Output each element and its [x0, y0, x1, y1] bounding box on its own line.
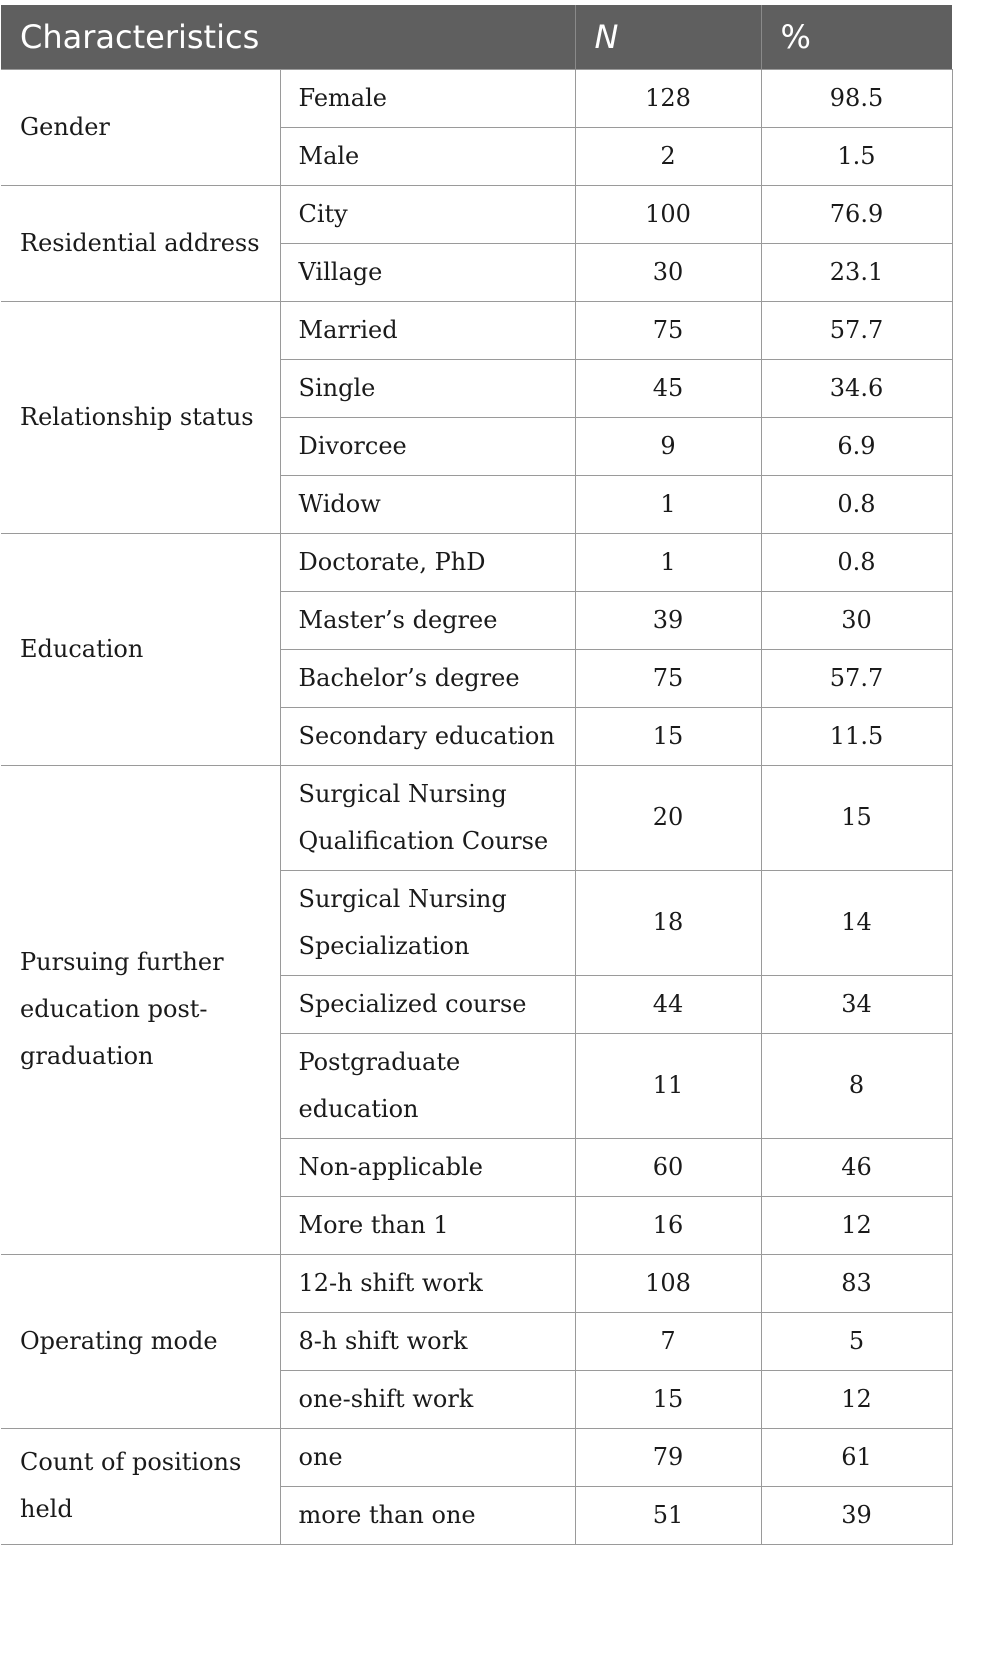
header-n: N — [575, 5, 761, 69]
category-cell: Bachelor’s degree — [280, 649, 575, 707]
category-cell: More than 1 — [280, 1196, 575, 1254]
category-cell: Male — [280, 127, 575, 185]
table-body — [1, 69, 952, 1544]
percent-cell: 0.8 — [761, 475, 952, 533]
percent-cell: 76.9 — [761, 185, 952, 243]
percent-cell: 57.7 — [761, 649, 952, 707]
percent-cell: 39 — [761, 1486, 952, 1544]
n-cell: 20 — [575, 765, 761, 870]
n-cell: 2 — [575, 127, 761, 185]
table-row — [1, 69, 952, 127]
n-cell: 75 — [575, 649, 761, 707]
category-cell: 8-h shift work — [280, 1312, 575, 1370]
header-characteristics: Characteristics — [1, 5, 575, 69]
percent-cell: 61 — [761, 1428, 952, 1486]
n-cell: 45 — [575, 359, 761, 417]
n-cell: 9 — [575, 417, 761, 475]
table-row — [1, 1428, 952, 1486]
n-cell: 1 — [575, 533, 761, 591]
n-cell: 60 — [575, 1138, 761, 1196]
table-row — [1, 765, 952, 870]
percent-cell: 11.5 — [761, 707, 952, 765]
n-cell: 44 — [575, 975, 761, 1033]
group-label: Operating mode — [1, 1254, 280, 1428]
category-cell: Specialized course — [280, 975, 575, 1033]
percent-cell: 46 — [761, 1138, 952, 1196]
n-cell: 39 — [575, 591, 761, 649]
category-cell: Postgraduate education — [280, 1033, 575, 1138]
category-cell: Single — [280, 359, 575, 417]
category-cell: one-shift work — [280, 1370, 575, 1428]
n-cell: 100 — [575, 185, 761, 243]
category-cell: Surgical Nursing Specialization — [280, 870, 575, 975]
category-cell: Village — [280, 243, 575, 301]
category-cell: Divorcee — [280, 417, 575, 475]
n-cell: 75 — [575, 301, 761, 359]
percent-cell: 0.8 — [761, 533, 952, 591]
n-cell: 51 — [575, 1486, 761, 1544]
category-cell: one — [280, 1428, 575, 1486]
n-cell: 15 — [575, 707, 761, 765]
percent-cell: 12 — [761, 1196, 952, 1254]
group-label: Pursuing further education post-graduation — [1, 765, 280, 1254]
header-row — [1, 5, 952, 69]
percent-cell: 6.9 — [761, 417, 952, 475]
table-row — [1, 301, 952, 359]
percent-cell: 14 — [761, 870, 952, 975]
category-cell: Widow — [280, 475, 575, 533]
percent-cell: 83 — [761, 1254, 952, 1312]
table-row — [1, 1254, 952, 1312]
n-cell: 11 — [575, 1033, 761, 1138]
category-cell: Master’s degree — [280, 591, 575, 649]
group-label: Relationship status — [1, 301, 280, 533]
n-cell: 15 — [575, 1370, 761, 1428]
percent-cell: 5 — [761, 1312, 952, 1370]
n-cell: 18 — [575, 870, 761, 975]
category-cell: Female — [280, 69, 575, 127]
demographics-table — [1, 5, 953, 1545]
percent-cell: 34 — [761, 975, 952, 1033]
group-label: Education — [1, 533, 280, 765]
group-label: Residential address — [1, 185, 280, 301]
group-label: Gender — [1, 69, 280, 185]
percent-cell: 98.5 — [761, 69, 952, 127]
percent-cell: 12 — [761, 1370, 952, 1428]
n-cell: 16 — [575, 1196, 761, 1254]
percent-cell: 30 — [761, 591, 952, 649]
category-cell: more than one — [280, 1486, 575, 1544]
percent-cell: 57.7 — [761, 301, 952, 359]
category-cell: City — [280, 185, 575, 243]
category-cell: Doctorate, PhD — [280, 533, 575, 591]
n-cell: 108 — [575, 1254, 761, 1312]
category-cell: 12-h shift work — [280, 1254, 575, 1312]
table-row — [1, 185, 952, 243]
n-cell: 128 — [575, 69, 761, 127]
n-cell: 7 — [575, 1312, 761, 1370]
n-cell: 1 — [575, 475, 761, 533]
header-percent: % — [761, 5, 952, 69]
table-header — [1, 5, 952, 69]
percent-cell: 23.1 — [761, 243, 952, 301]
percent-cell: 34.6 — [761, 359, 952, 417]
n-cell: 30 — [575, 243, 761, 301]
category-cell: Married — [280, 301, 575, 359]
percent-cell: 8 — [761, 1033, 952, 1138]
category-cell: Surgical Nursing Qualification Course — [280, 765, 575, 870]
group-label: Count of positions held — [1, 1428, 280, 1544]
category-cell: Non-applicable — [280, 1138, 575, 1196]
table-row — [1, 533, 952, 591]
n-cell: 79 — [575, 1428, 761, 1486]
percent-cell: 1.5 — [761, 127, 952, 185]
category-cell: Secondary education — [280, 707, 575, 765]
percent-cell: 15 — [761, 765, 952, 870]
